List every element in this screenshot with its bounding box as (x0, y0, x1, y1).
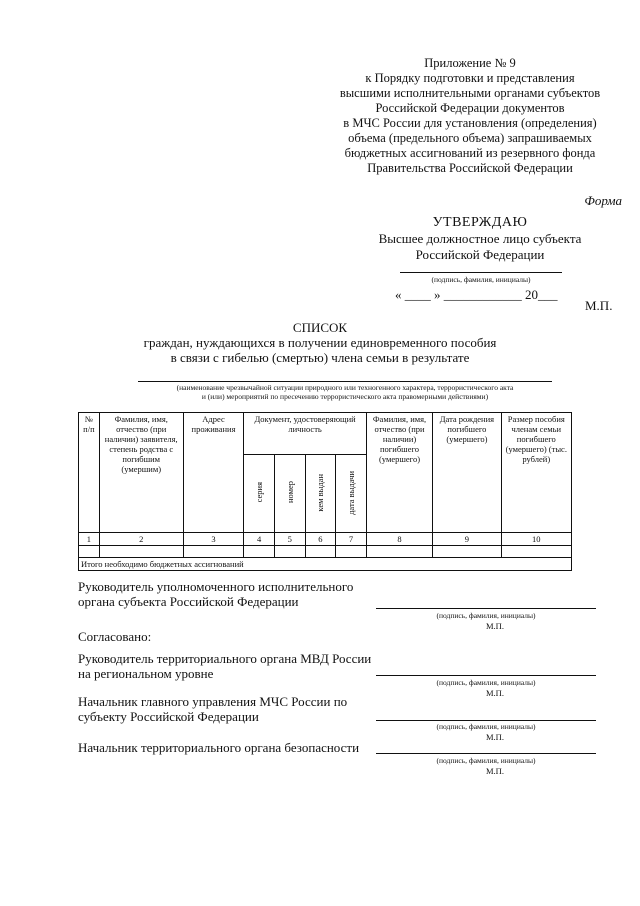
approve-stamp-place: М.П. (585, 298, 613, 313)
approve-line-1: Высшее должностное лицо субъекта (378, 231, 582, 246)
stamp-place: М.П. (486, 732, 504, 742)
approve-date: « ____ » ____________ 20___ (395, 287, 558, 302)
empty-cell (79, 546, 100, 558)
citizens-table (78, 412, 572, 571)
empty-cell (305, 546, 336, 558)
approve-heading: УТВЕРЖДАЮ (432, 215, 528, 230)
header-birth-date: Дата рождения погибшего (умершего) (433, 413, 501, 533)
appendix-line: Приложение № 9 (424, 56, 516, 70)
agreed-label: Согласовано: (78, 629, 152, 644)
appendix-line: высшими исполнительными органами субъектов (339, 86, 601, 100)
emergency-caption-2: и (или) мероприятий по пресечению террористического акта правомерными действиями) (201, 392, 489, 401)
signature-line (376, 675, 596, 676)
stamp-place: М.П. (486, 688, 504, 698)
form-label: Форма (584, 193, 622, 208)
col-number: 8 (366, 533, 432, 546)
header-number (274, 455, 305, 533)
col-number: 2 (99, 533, 183, 546)
approve-signature-line (400, 272, 562, 273)
header-series (244, 455, 275, 533)
empty-cell (366, 546, 432, 558)
security-head-label: Начальник территориального органа безопасности (78, 740, 360, 755)
emergency-name-line (138, 381, 552, 382)
mvd-head-label: Руководитель территориального органа МВД России на региональном уровне (78, 651, 372, 681)
empty-cell (433, 546, 501, 558)
header-number-text: номер (284, 481, 295, 504)
empty-cell (501, 546, 571, 558)
signature-caption: (подпись, фамилия, инициалы) (436, 611, 536, 620)
mchs-head-label: Начальник главного управления МЧС России по субъекту Российской Федерации (78, 694, 348, 724)
header-address: Адрес проживания (183, 413, 244, 533)
col-number: 9 (433, 533, 501, 546)
header-allowance: Размер пособия членам семьи погибшего (умершего) (тыс. рублей) (501, 413, 571, 533)
appendix-line: Российской Федерации документов (375, 101, 565, 115)
header-document: Документ, удостоверяющий личность (244, 413, 366, 455)
signature-line (376, 753, 596, 754)
emergency-caption (100, 383, 590, 401)
appendix-line: объема (предельного объема) запрашиваемых (348, 131, 592, 145)
signature-line (376, 608, 596, 609)
appendix-line: к Порядку подготовки и представления (365, 71, 575, 85)
approve-line-2: Российской Федерации (415, 247, 545, 262)
empty-cell (336, 546, 367, 558)
appendix-line: Правительства Российской Федерации (367, 161, 573, 175)
title-line-1: СПИСОК (292, 320, 348, 335)
appendix-line: бюджетных ассигнований из резервного фонда (344, 146, 596, 160)
header-issue-date (336, 455, 367, 533)
signature-caption: (подпись, фамилия, инициалы) (436, 678, 536, 687)
head-authority-label: Руководитель уполномоченного исполнительного органа субъекта Российской Федерации (78, 579, 354, 609)
document-title (0, 320, 640, 365)
col-number: 5 (274, 533, 305, 546)
header-num: № п/п (79, 413, 100, 533)
title-line-3: в связи с гибелью (смертью) члена семьи в результате (170, 350, 470, 365)
empty-cell (244, 546, 275, 558)
header-series-text: серия (254, 482, 265, 503)
header-issued-by-text: кем выдан (315, 473, 326, 512)
col-number: 4 (244, 533, 275, 546)
header-issued-by (305, 455, 336, 533)
col-number: 10 (501, 533, 571, 546)
col-number: 3 (183, 533, 244, 546)
stamp-place: М.П. (486, 766, 504, 776)
signature-caption: (подпись, фамилия, инициалы) (436, 756, 536, 765)
header-applicant: Фамилия, имя, отчество (при наличии) заявителя, степень родства с погибшим (умершим) (99, 413, 183, 533)
title-line-2: граждан, нуждающихся в получении единовременного пособия (143, 335, 497, 350)
signature-line (376, 720, 596, 721)
signature-caption: (подпись, фамилия, инициалы) (436, 722, 536, 731)
header-deceased: Фамилия, имя, отчество (при наличии) погибшего (умершего) (366, 413, 432, 533)
stamp-place: М.П. (486, 621, 504, 631)
empty-cell (183, 546, 244, 558)
appendix-line: в МЧС России для установления (определения) (343, 116, 597, 130)
col-number: 7 (336, 533, 367, 546)
empty-cell (274, 546, 305, 558)
col-number: 1 (79, 533, 100, 546)
empty-cell (99, 546, 183, 558)
approval-block (350, 215, 610, 263)
total-row: Итого необходимо бюджетных ассигнований (79, 558, 572, 571)
appendix-header (320, 56, 620, 176)
col-number: 6 (305, 533, 336, 546)
emergency-caption-1: (наименование чрезвычайной ситуации природного или техногенного характера, террористического акта (176, 383, 514, 392)
header-issue-date-text: дата выдачи (345, 470, 356, 515)
approve-signature-caption: (подпись, фамилия, инициалы) (431, 275, 531, 284)
